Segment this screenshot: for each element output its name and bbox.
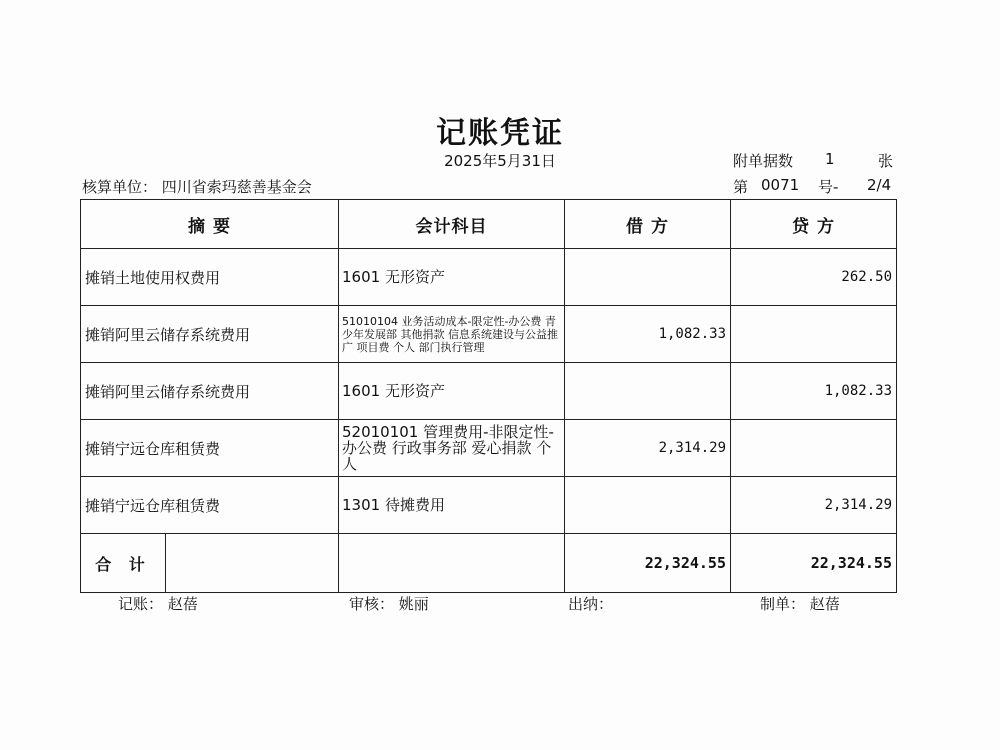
header-debit: 借 方 [565,200,731,249]
row-debit [565,363,731,420]
row-account: 51010104 业务活动成本-限定性-办公费 青少年发展部 其他捐款 信息系统建设与公益推广 项目费 个人 部门执行管理 [339,306,565,363]
total-row [81,534,897,593]
header-account: 会计科目 [339,200,565,249]
total-blank [166,534,339,592]
row-credit: 262.50 [731,249,897,306]
voucher-number-prefix: 第 [733,178,749,196]
total-credit: 22,324.55 [731,534,897,593]
row-credit [731,420,897,477]
table-row [81,363,897,420]
row-summary: 摊销阿里云储存系统费用 [81,363,339,420]
total-split [81,534,338,592]
footer-bookkeeper: 记账： 赵蓓 [118,595,198,613]
attachment-number: 1 [825,150,835,168]
footer-cashier: 出纳： [568,595,614,613]
row-credit: 1,082.33 [731,363,897,420]
table-row [81,306,897,363]
total-debit: 22,324.55 [565,534,731,593]
voucher-title: 记账凭证 [436,116,564,151]
row-account: 1601 无形资产 [339,363,565,420]
row-account: 1601 无形资产 [339,249,565,306]
row-debit: 2,314.29 [565,420,731,477]
attachment-label: 附单据数 [733,152,794,170]
attachment-unit: 张 [878,152,894,170]
row-credit: 2,314.29 [731,477,897,534]
voucher-page: 2/4 [867,176,892,194]
footer-preparer: 制单： 赵蓓 [760,595,840,613]
row-summary: 摊销宁远仓库租赁费 [81,420,339,477]
voucher-number-value: 0071 [761,176,800,194]
total-label: 合 计 [81,534,166,592]
total-label-cell [81,534,339,593]
voucher-date: 2025年5月31日 [444,152,556,170]
accounting-unit: 核算单位： 四川省索玛慈善基金会 [82,178,312,196]
total-account-blank [339,534,565,593]
header-credit: 贷 方 [731,200,897,249]
row-debit [565,477,731,534]
row-summary: 摊销阿里云储存系统费用 [81,306,339,363]
voucher-table [80,199,897,593]
voucher-number-mid: 号- [818,178,839,196]
row-debit: 1,082.33 [565,306,731,363]
row-summary: 摊销宁远仓库租赁费 [81,477,339,534]
row-account: 52010101 管理费用-非限定性-办公费 行政事务部 爱心捐款 个人 [339,420,565,477]
table-row [81,477,897,534]
footer-auditor: 审核： 姚丽 [349,595,429,613]
header-summary: 摘 要 [81,200,339,249]
row-credit [731,306,897,363]
table-row [81,420,897,477]
row-summary: 摊销土地使用权费用 [81,249,339,306]
table-header-row [81,200,897,249]
table-row [81,249,897,306]
row-debit [565,249,731,306]
row-account: 1301 待摊费用 [339,477,565,534]
